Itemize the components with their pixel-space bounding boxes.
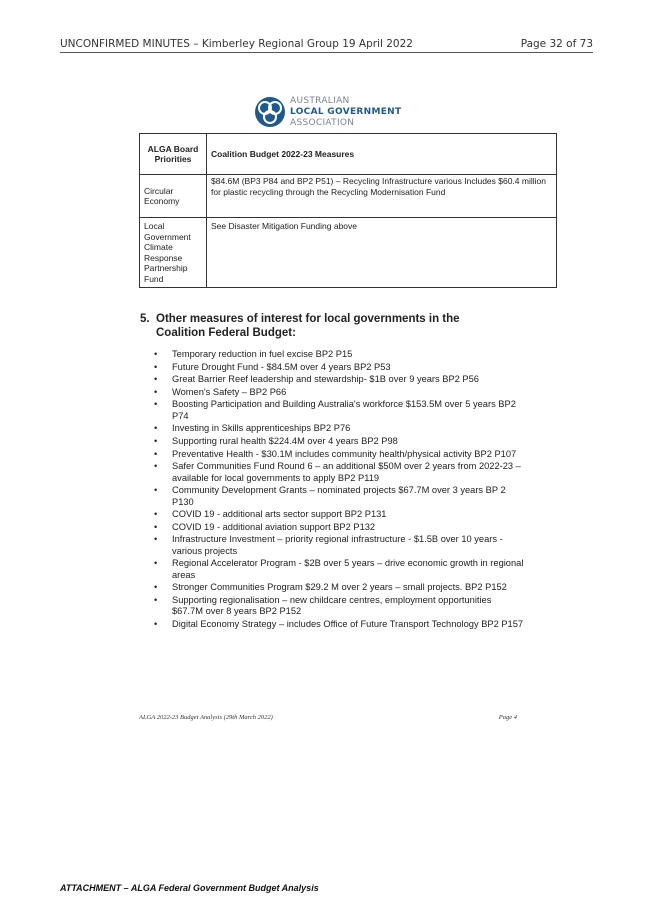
list-item-text: Supporting rural health $224.4M over 4 years BP2 P98 <box>172 435 398 446</box>
bullet-icon: • <box>154 534 158 545</box>
bullet-icon: • <box>154 594 158 605</box>
list-item-text: Supporting regionalisation – new childcare centres, employment opportunities $67.7M over 8 years BP2 P152 <box>172 594 492 617</box>
list-item-text: Infrastructure Investment – priority regional infrastructure - $1.5B over 10 years - various projects <box>172 534 503 556</box>
list-item <box>152 362 524 373</box>
list-item <box>152 423 524 434</box>
list-item <box>152 374 524 385</box>
priorities-table <box>139 133 557 288</box>
measures-list <box>152 349 524 632</box>
list-item-text: Safer Communities Fund Round 6 – an additional $50M over 2 years from 2022-23 – available for local governments to apply BP2 P119 <box>172 461 521 483</box>
column-header-priorities: ALGA Board Priorities <box>140 134 207 175</box>
footer-page: Page 4 <box>498 714 517 721</box>
bullet-icon: • <box>154 435 158 446</box>
list-item <box>152 485 524 508</box>
list-item <box>152 534 524 557</box>
list-item-text: COVID 19 - additional aviation support BP2 P132 <box>172 521 376 532</box>
priority-cell: Local Government Climate Response Partnership Fund <box>140 218 207 288</box>
footer-source: ALGA 2022-23 Budget Analysis (29th March 2022) <box>139 714 273 721</box>
table-row <box>140 218 557 288</box>
bullet-icon: • <box>154 582 158 593</box>
list-item-text: Great Barrier Reef leadership and stewardship- $1B over 9 years BP2 P56 <box>172 374 479 385</box>
bullet-icon: • <box>154 521 158 532</box>
logo-line-2: LOCAL GOVERNMENT <box>290 107 402 117</box>
page-number: Page 32 of 73 <box>520 38 593 50</box>
alga-logo <box>254 96 414 130</box>
list-item-text: Community Development Grants – nominated projects $67.7M over 3 years BP 2 P130 <box>172 485 506 507</box>
bullet-icon: • <box>154 386 158 397</box>
bullet-icon: • <box>154 448 158 459</box>
bullet-icon: • <box>154 485 158 496</box>
list-item <box>152 558 524 581</box>
list-item <box>152 461 524 484</box>
list-item-text: Investing in Skills apprenticeships BP2 P76 <box>172 423 351 434</box>
list-item-text: Regional Accelerator Program - $2B over 5 years – drive economic growth in regional areas <box>172 558 524 580</box>
list-item-text: Future Drought Fund - $84.5M over 4 years BP2 P53 <box>172 361 391 372</box>
list-item <box>152 399 524 422</box>
list-item <box>152 387 524 398</box>
page-header <box>60 38 593 53</box>
list-item <box>152 595 524 618</box>
logo-line-3: ASSOCIATION <box>290 118 355 128</box>
table-row <box>140 175 557 218</box>
list-item-text: Preventative Health - $30.1M includes community health/physical activity BP2 P107 <box>172 448 517 459</box>
bullet-icon: • <box>154 509 158 520</box>
list-item <box>152 436 524 447</box>
table-header-row <box>140 134 557 175</box>
list-item-text: Digital Economy Strategy – includes Office of Future Transport Technology BP2 P157 <box>172 618 524 629</box>
list-item <box>152 522 524 533</box>
list-item-text: Stronger Communities Program $29.2 M over 2 years – small projects. BP2 P152 <box>172 582 507 593</box>
measure-cell: $84.6M (BP3 P84 and BP2 P51) – Recycling Infrastructure various Includes $60.4 million for plastic recycling through the Recycling Modernisation Fund <box>207 175 557 218</box>
list-item-text: Temporary reduction in fuel excise BP2 P15 <box>172 349 353 359</box>
attachment-label: ATTACHMENT – ALGA Federal Government Budget Analysis <box>60 883 319 893</box>
list-item-text: Women's Safety – BP2 P66 <box>172 386 287 397</box>
list-item-text: COVID 19 - additional arts sector support BP2 P131 <box>172 509 387 520</box>
priority-cell: Circular Economy <box>140 175 207 218</box>
list-item <box>152 449 524 460</box>
logo-line-1: AUSTRALIAN <box>290 96 350 106</box>
bullet-icon: • <box>154 618 158 629</box>
measure-cell: See Disaster Mitigation Funding above <box>207 218 557 288</box>
list-item <box>152 349 524 360</box>
bullet-icon: • <box>154 374 158 385</box>
bullet-icon: • <box>154 558 158 569</box>
section-title: Other measures of interest for local governments in the Coalition Federal Budget: <box>156 313 460 339</box>
header-title: UNCONFIRMED MINUTES – Kimberley Regional Group 19 April 2022 <box>60 38 413 50</box>
bullet-icon: • <box>154 399 158 410</box>
document-footer <box>139 714 517 724</box>
alga-emblem-icon <box>254 96 286 128</box>
list-item <box>152 582 524 593</box>
list-item <box>152 509 524 520</box>
list-item <box>152 619 524 630</box>
bullet-icon: • <box>154 349 158 359</box>
section-number: 5. <box>140 313 150 325</box>
bullet-icon: • <box>154 461 158 472</box>
list-item-text: Boosting Participation and Building Australia's workforce $153.5M over 5 years BP2 P74 <box>172 399 516 421</box>
bullet-icon: • <box>154 423 158 434</box>
column-header-measures: Coalition Budget 2022-23 Measures <box>207 134 557 175</box>
bullet-icon: • <box>154 361 158 372</box>
